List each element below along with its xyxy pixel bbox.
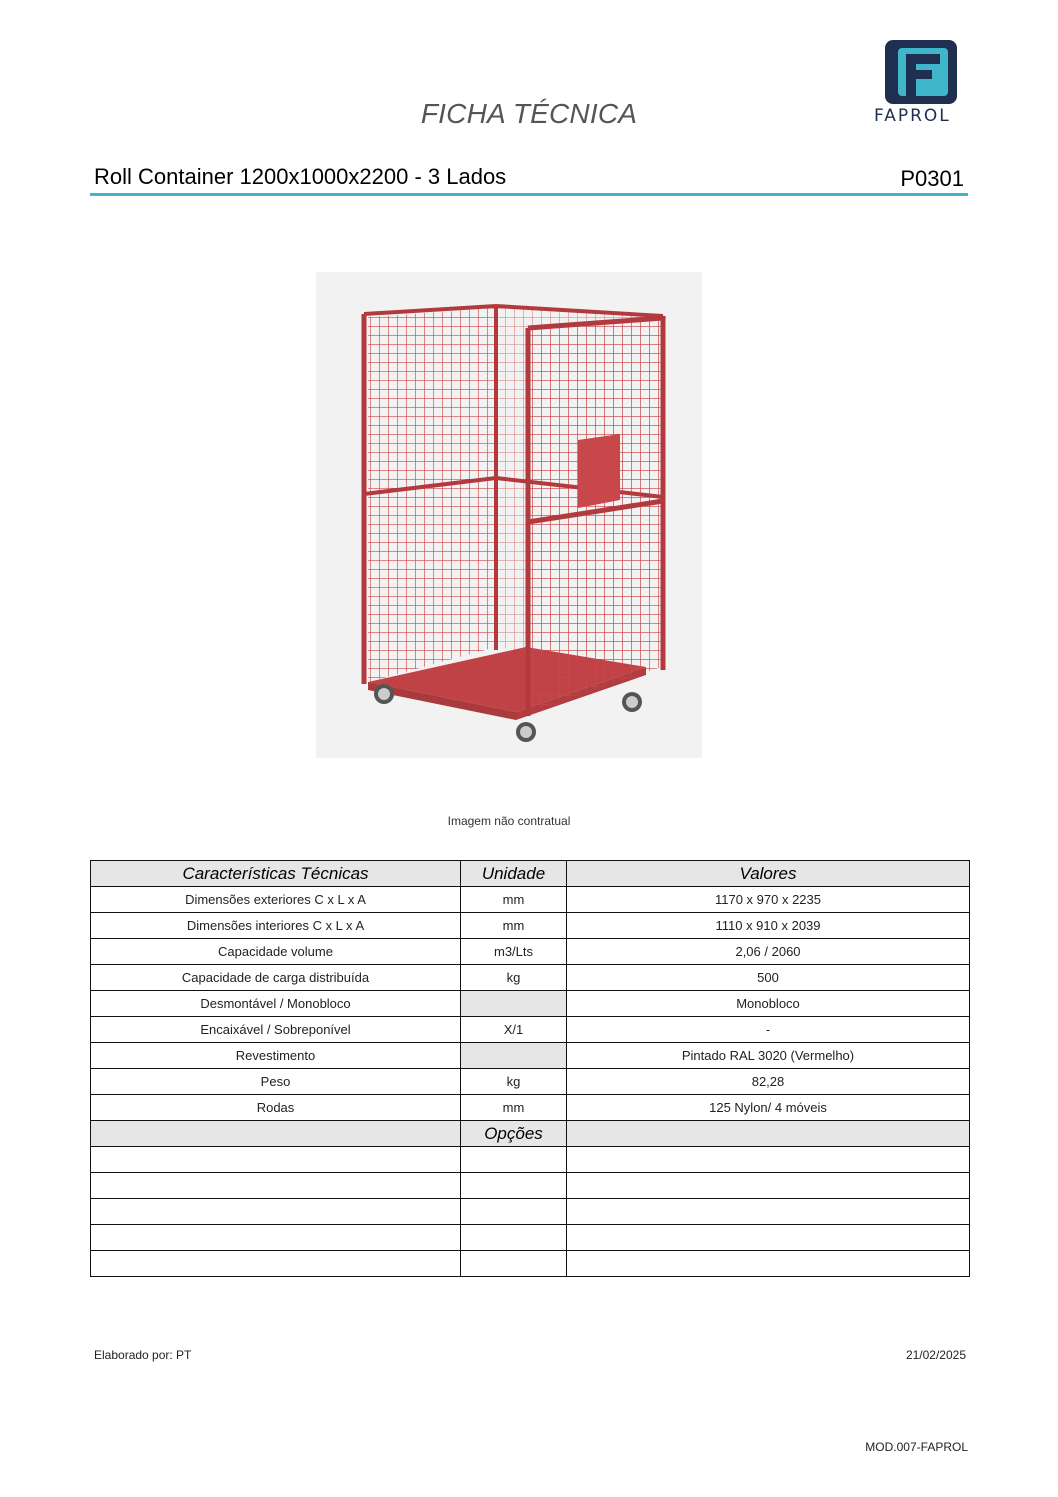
row-unit: kg bbox=[461, 1069, 567, 1095]
empty-cell bbox=[91, 1173, 461, 1199]
options-row bbox=[91, 1147, 970, 1173]
row-unit: kg bbox=[461, 965, 567, 991]
row-value: 82,28 bbox=[567, 1069, 970, 1095]
options-empty-cell bbox=[567, 1121, 970, 1147]
header-characteristics: Características Técnicas bbox=[91, 861, 461, 887]
row-value: - bbox=[567, 1017, 970, 1043]
empty-cell bbox=[461, 1173, 567, 1199]
row-unit: m3/Lts bbox=[461, 939, 567, 965]
row-label: Dimensões exteriores C x L x A bbox=[91, 887, 461, 913]
empty-cell bbox=[461, 1251, 567, 1277]
empty-cell bbox=[461, 1225, 567, 1251]
row-label: Desmontável / Monobloco bbox=[91, 991, 461, 1017]
options-header-row bbox=[91, 1121, 970, 1147]
row-value: 1110 x 910 x 2039 bbox=[567, 913, 970, 939]
row-unit: mm bbox=[461, 913, 567, 939]
empty-cell bbox=[461, 1147, 567, 1173]
options-row bbox=[91, 1225, 970, 1251]
row-label: Dimensões interiores C x L x A bbox=[91, 913, 461, 939]
row-value: 500 bbox=[567, 965, 970, 991]
options-empty-cell bbox=[91, 1121, 461, 1147]
author-note: Elaborado por: PT bbox=[94, 1348, 192, 1362]
options-label: Opções bbox=[461, 1121, 567, 1147]
header-values: Valores bbox=[567, 861, 970, 887]
header-unit: Unidade bbox=[461, 861, 567, 887]
empty-cell bbox=[567, 1199, 970, 1225]
row-unit: mm bbox=[461, 1095, 567, 1121]
product-image bbox=[316, 272, 702, 758]
table-row bbox=[91, 1017, 970, 1043]
empty-cell bbox=[91, 1225, 461, 1251]
row-value: 125 Nylon/ 4 móveis bbox=[567, 1095, 970, 1121]
empty-cell bbox=[91, 1147, 461, 1173]
product-code: P0301 bbox=[900, 166, 964, 191]
row-unit: mm bbox=[461, 887, 567, 913]
row-unit: X/1 bbox=[461, 1017, 567, 1043]
row-label: Capacidade de carga distribuída bbox=[91, 965, 461, 991]
empty-cell bbox=[567, 1251, 970, 1277]
spec-table bbox=[90, 860, 970, 1277]
row-unit bbox=[461, 1043, 567, 1069]
table-row bbox=[91, 965, 970, 991]
row-label: Revestimento bbox=[91, 1043, 461, 1069]
row-value: Pintado RAL 3020 (Vermelho) bbox=[567, 1043, 970, 1069]
empty-cell bbox=[91, 1251, 461, 1277]
empty-cell bbox=[567, 1147, 970, 1173]
table-row bbox=[91, 913, 970, 939]
row-label: Capacidade volume bbox=[91, 939, 461, 965]
table-header-row bbox=[91, 861, 970, 887]
table-row bbox=[91, 1043, 970, 1069]
page-title: FICHA TÉCNICA bbox=[420, 98, 638, 129]
row-label: Encaixável / Sobreponível bbox=[91, 1017, 461, 1043]
row-value: 2,06 / 2060 bbox=[567, 939, 970, 965]
document-date: 21/02/2025 bbox=[905, 1348, 966, 1362]
table-row bbox=[91, 939, 970, 965]
empty-cell bbox=[461, 1199, 567, 1225]
table-row bbox=[91, 991, 970, 1017]
row-value: 1170 x 970 x 2235 bbox=[567, 887, 970, 913]
table-row bbox=[91, 1069, 970, 1095]
form-code: MOD.007-FAPROL bbox=[865, 1440, 968, 1454]
empty-cell bbox=[567, 1225, 970, 1251]
product-name: Roll Container 1200x1000x2200 - 3 Lados bbox=[94, 164, 507, 189]
table-row bbox=[91, 887, 970, 913]
empty-cell bbox=[567, 1173, 970, 1199]
options-row bbox=[91, 1173, 970, 1199]
image-caption: Imagem não contratual bbox=[447, 814, 571, 828]
row-value: Monobloco bbox=[567, 991, 970, 1017]
row-label: Rodas bbox=[91, 1095, 461, 1121]
empty-cell bbox=[91, 1199, 461, 1225]
logo-wordmark: FAPROL bbox=[874, 106, 951, 126]
table-row bbox=[91, 1095, 970, 1121]
row-unit bbox=[461, 991, 567, 1017]
title-underline bbox=[90, 193, 968, 196]
options-row bbox=[91, 1199, 970, 1225]
options-row bbox=[91, 1251, 970, 1277]
row-label: Peso bbox=[91, 1069, 461, 1095]
